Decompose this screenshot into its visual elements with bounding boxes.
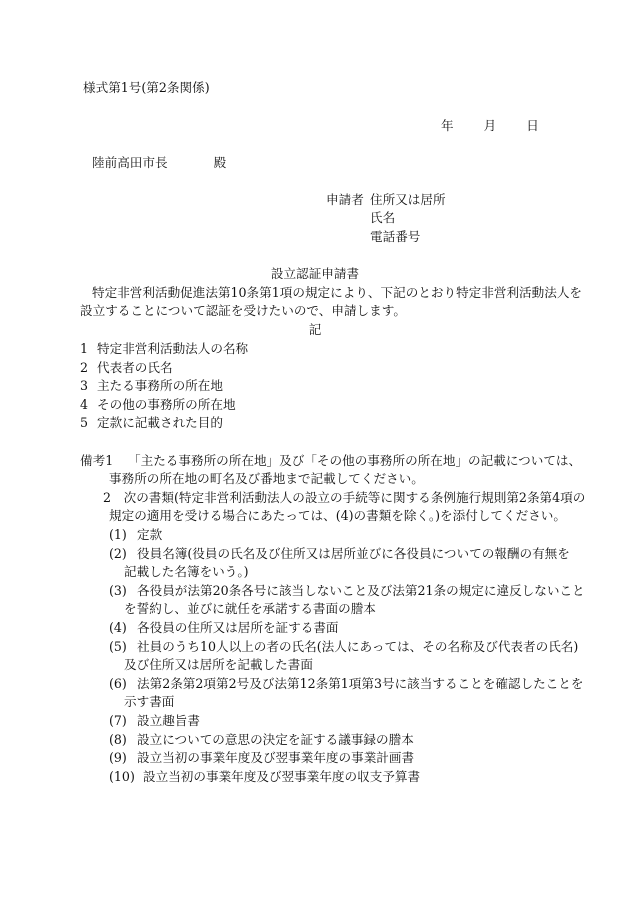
list-item-num: 4 (80, 397, 89, 412)
doc-num: (3) (109, 583, 127, 598)
doc-num: (2) (109, 546, 127, 561)
body-line-1: 特定非営利活動促進法第10条第1項の規定により、下記のとおり特定非営利活動法人を (92, 285, 583, 300)
doc-num: (7) (109, 713, 127, 728)
doc-num: (10) (109, 769, 135, 784)
applicant-phone-label: 電話番号 (370, 229, 421, 244)
doc-item: 役員名簿(役員の氏名及び住所又は居所並びに各役員についての報酬の有無を (137, 546, 570, 561)
doc-item-continuation: 記載した名簿をいう。) (124, 564, 249, 579)
list-item: 特定非営利活動法人の名称 (97, 341, 249, 356)
doc-item: 法第2条第2項第2号及び法第12条第1項第3号に該当することを確認したことを (137, 676, 584, 691)
doc-item: 社員のうち10人以上の者の氏名(法人にあっては、その名称及び代表者の氏名) (137, 639, 579, 654)
doc-item: 設立についての意思の決定を証する議事録の謄本 (137, 732, 414, 747)
document-title: 設立認証申請書 (270, 266, 360, 281)
date-line (441, 120, 539, 133)
note-2-line-2: 規定の適用を受ける場合にあたっては、(4)の書類を除く。)を添付してください。 (109, 508, 566, 523)
doc-item: 定款 (137, 527, 163, 542)
list-item-num: 2 (80, 360, 89, 375)
note-1-line-1: 「主たる事務所の所在地」及び「その他の事務所の所在地」の記載については、 (128, 453, 582, 468)
doc-num: (9) (109, 750, 127, 765)
date-year-label: 年 (441, 118, 454, 133)
list-item: 代表者の氏名 (97, 360, 173, 375)
doc-num: (5) (109, 639, 127, 654)
note-2-line-1: 2 次の書類(特定非営利活動法人の設立の手続等に関する条例施行規則第2条第4項の (103, 490, 586, 505)
applicant-label: 申請者 (326, 192, 364, 207)
form-number: 様式第1号(第2条関係) (83, 80, 210, 95)
list-item-num: 1 (80, 341, 89, 356)
doc-item: 設立当初の事業年度及び翌事業年度の収支予算書 (143, 769, 421, 784)
doc-num: (8) (109, 732, 127, 747)
doc-item: 各役員が法第20条各号に該当しないこと及び法第21条の規定に違反しないこと (137, 583, 585, 598)
doc-num: (4) (109, 620, 127, 635)
doc-item-continuation: を誓約し、並びに就任を承諾する書面の謄本 (124, 601, 376, 616)
list-item-num: 5 (80, 415, 89, 430)
body-line-2: 設立することについて認証を受けたいので、申請します。 (80, 303, 406, 318)
doc-item: 各役員の住所又は居所を証する書面 (137, 620, 339, 635)
list-item: その他の事務所の所在地 (97, 397, 236, 412)
addressee-line (92, 157, 226, 170)
list-item: 主たる事務所の所在地 (97, 378, 223, 393)
honorific: 殿 (213, 155, 227, 170)
ki-marker: 記 (308, 322, 322, 337)
list-item-num: 3 (80, 378, 89, 393)
note-1-line-2: 事務所の所在地の町名及び番地まで記載してください。 (109, 471, 424, 486)
doc-item: 設立当初の事業年度及び翌事業年度の事業計画書 (137, 750, 415, 765)
addressee: 陸前高田市長 (92, 155, 168, 170)
date-day-label: 日 (526, 118, 539, 133)
doc-num: (1) (109, 527, 127, 542)
applicant-name-label: 氏名 (370, 210, 396, 225)
doc-item-continuation: 示す書面 (124, 694, 175, 709)
applicant-address-label: 住所又は居所 (370, 192, 446, 207)
doc-num: (6) (109, 676, 127, 691)
date-month-label: 月 (483, 118, 497, 133)
doc-item: 設立趣旨書 (137, 713, 200, 728)
notes-label: 備考1 (80, 453, 114, 468)
doc-item-continuation: 及び住所又は居所を記載した書面 (124, 657, 313, 672)
list-item: 定款に記載された目的 (97, 415, 223, 430)
